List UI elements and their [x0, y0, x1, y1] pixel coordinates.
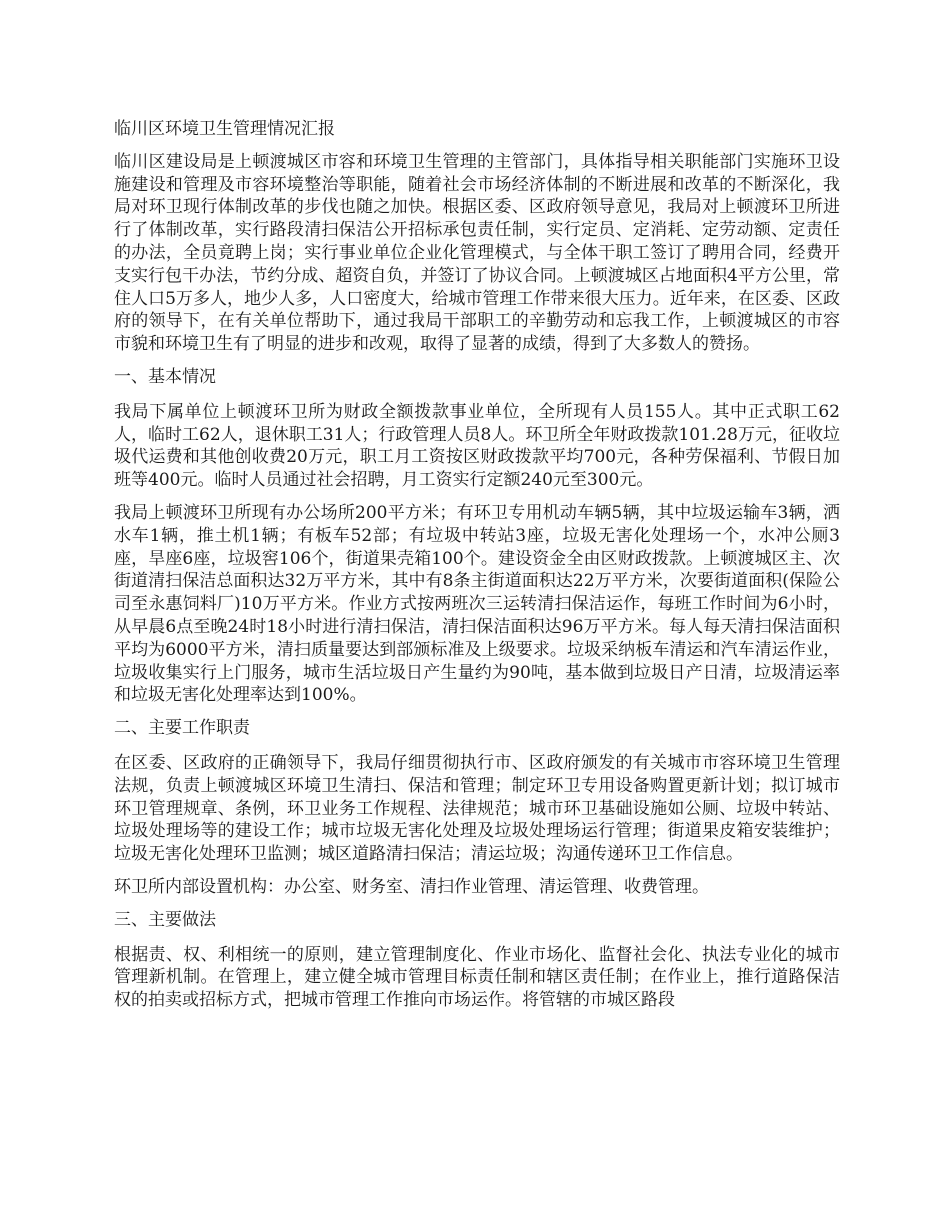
section-3-heading: 三、主要做法	[114, 909, 216, 930]
section-2-paragraph-1: 在区委、区政府的正确领导下，我局仔细贯彻执行市、区政府颁发的有关城市市容环境卫生管理法规，负责上顿渡城区环境卫生清扫、保洁和管理；制定环卫专用设备购置更新计划；拟订城市环卫管理规章、条例，环卫业务工作规程、法律规范；城市环卫基础设施如公厕、垃圾中转站、垃圾处理场等的建设工作；城市垃圾无害化处理及垃圾处理场运行管理；街道果皮箱安装维护；垃圾无害化处理环卫监测；城区道路清扫保洁；清运垃圾；沟通传递环卫工作信息。	[114, 752, 840, 865]
document-page	[114, 118, 840, 1022]
section-3-paragraph-1: 根据责、权、利相统一的原则，建立管理制度化、作业市场化、监督社会化、执法专业化的城市管理新机制。在管理上，建立健全城市管理目标责任制和辖区责任制；在作业上，推行道路保洁权的拍卖或招标方式，把城市管理工作推向市场运作。将管辖的市城区路段	[114, 944, 840, 1011]
section-2-paragraph-2: 环卫所内部设置机构：办公室、财务室、清扫作业管理、清运管理、收费管理。	[114, 876, 709, 897]
section-1-heading: 一、基本情况	[114, 366, 216, 387]
section-1-paragraph-1: 我局下属单位上顿渡环卫所为财政全额拨款事业单位，全所现有人员155人。其中正式职工62人，临时工62人，退休职工31人；行政管理人员8人。环卫所全年财政拨款101.28万元，征收垃圾代运费和其他创收费20万元，职工月工资按区财政拨款平均700元，各种劳保福利、节假日加班等400元。临时人员通过社会招聘，月工资实行定额240元至300元。	[114, 401, 840, 491]
intro-paragraph: 临川区建设局是上顿渡城区市容和环境卫生管理的主管部门，具体指导相关职能部门实施环卫设施建设和管理及市容环境整治等职能，随着社会市场经济体制的不断进展和改革的不断深化，我局对环卫现行体制改革的步伐也随之加快。根据区委、区政府领导意见，我局对上顿渡环卫所进行了体制改革，实行路段清扫保洁公开招标承包责任制，实行定员、定消耗、定劳动额、定责任的办法，全员竟聘上岗；实行事业单位企业化管理模式，与全体干职工签订了聘用合同，经费开支实行包干办法，节约分成、超资自负，并签订了协议合同。上顿渡城区占地面积4平方公里，常住人口5万多人，地少人多，人口密度大，给城市管理工作带来很大压力。近年来，在区委、区政府的领导下，在有关单位帮助下，通过我局干部职工的辛勤劳动和忘我工作，上顿渡城区的市容市貌和环境卫生有了明显的进步和改观，取得了显著的成绩，得到了大多数人的赞扬。	[114, 151, 840, 355]
document-title: 临川区环境卫生管理情况汇报	[114, 119, 335, 139]
section-1-paragraph-2: 我局上顿渡环卫所现有办公场所200平方米；有环卫专用机动车辆5辆，其中垃圾运输车3辆，洒水车1辆，推土机1辆；有板车52部；有垃圾中转站3座，垃圾无害化处理场一个，水冲公厕3座，旱座6座，垃圾窖106个，街道果壳箱100个。建设资金全由区财政拨款。上顿渡城区主、次街道清扫保洁总面积达32万平方米，其中有8条主街道面积达22万平方米，次要街道面积(保险公司至永惠饲料厂)10万平方米。作业方式按两班次三运转清扫保洁运作，每班工作时间为6小时，从早晨6点至晚24时18小时进行清扫保洁，清扫保洁面积达96万平方米。每人每天清扫保洁面积平均为6000平方米，清扫质量要达到部颁标准及上级要求。垃圾采纳板车清运和汽车清运作业，垃圾收集实行上门服务，城市生活垃圾日产生量约为90吨，基本做到垃圾日产日清，垃圾清运率和垃圾无害化处理率达到100%。	[114, 502, 840, 706]
section-2-heading: 二、主要工作职责	[114, 718, 250, 739]
